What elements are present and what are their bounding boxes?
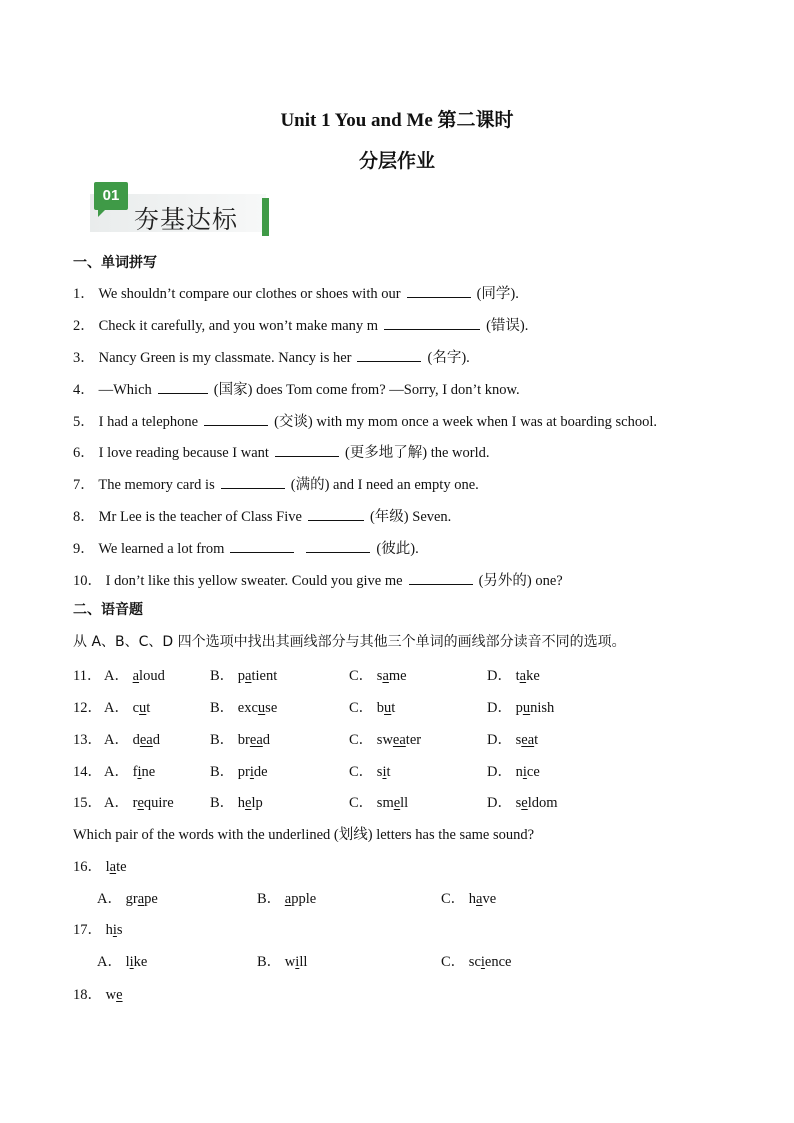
option-word: punish (515, 700, 555, 716)
answer-blank (204, 413, 268, 426)
question-tail: (满的) and I need an empty one. (290, 477, 479, 493)
question-tail: (年级) Seven. (369, 509, 452, 525)
question-tail: (彼此). (376, 541, 419, 557)
question-text: Mr Lee is the teacher of Class Five (95, 509, 302, 525)
option-word: will (284, 954, 308, 970)
badge-bar (262, 198, 269, 236)
question-text: Nancy Green is my classmate. Nancy is her (95, 350, 352, 366)
question-number: 12． (73, 700, 102, 716)
option-word: like (125, 954, 148, 970)
badge-label: 夯基达标 (134, 205, 239, 234)
option-letter: B． (210, 700, 238, 716)
question-number: 10． (73, 573, 102, 589)
option-letter: A． (104, 700, 133, 716)
option-word: nice (515, 764, 540, 780)
option-letter: D． (487, 764, 516, 780)
question-item (73, 569, 563, 590)
question-number: 13． (73, 732, 102, 748)
question-word: we (105, 987, 123, 1003)
question-tail: (另外的) one? (478, 573, 563, 589)
page-subtitle: 分层作业 (358, 151, 435, 172)
option-item (349, 664, 407, 685)
option-word: sit (376, 764, 391, 780)
option-letter: B． (210, 732, 238, 748)
option-word: dead (132, 732, 160, 748)
question-text: The memory card is (95, 477, 215, 493)
question-item (73, 855, 127, 876)
question-number: 1． (73, 286, 95, 302)
question-item (73, 378, 520, 399)
option-word: smell (376, 795, 409, 811)
option-letter: C． (349, 764, 377, 780)
option-letter: D． (487, 700, 516, 716)
option-word: cut (132, 700, 151, 716)
option-item (487, 760, 540, 781)
answer-blank (308, 508, 364, 521)
option-item (487, 791, 558, 812)
option-item (257, 950, 307, 971)
answer-blank (275, 444, 339, 457)
option-letter: C． (441, 891, 469, 907)
section-badge (86, 182, 272, 238)
option-item (97, 887, 158, 908)
question-word: late (105, 859, 127, 875)
option-word: grape (125, 891, 158, 907)
option-letter: D． (487, 732, 516, 748)
option-word: patient (237, 668, 278, 684)
question-item (73, 346, 470, 367)
question-item (73, 505, 451, 526)
option-word: pride (237, 764, 268, 780)
option-item (210, 664, 277, 685)
option-item (104, 760, 155, 781)
section-heading-phonics: 二、语音题 (73, 602, 143, 618)
option-word: seldom (515, 795, 558, 811)
question-item (73, 983, 123, 1004)
option-item (441, 887, 496, 908)
option-word: help (237, 795, 263, 811)
question-text: We shouldn’t compare our clothes or shoes with our (95, 286, 401, 302)
option-letter: B． (210, 764, 238, 780)
question-text: Check it carefully, and you won’t make many m (95, 318, 379, 334)
option-word: apple (284, 891, 317, 907)
question-text: I had a telephone (95, 414, 199, 430)
question-number: 5． (73, 414, 95, 430)
option-letter: A． (97, 954, 126, 970)
option-letter: B． (210, 795, 238, 811)
question-text: I don’t like this yellow sweater. Could you give me (102, 573, 403, 589)
option-letter: B． (257, 954, 285, 970)
option-word: seat (515, 732, 539, 748)
option-item (441, 950, 511, 971)
question-number: 9． (73, 541, 95, 557)
option-letter: A． (104, 764, 133, 780)
option-item (487, 696, 554, 717)
option-item (349, 791, 408, 812)
option-letter: C． (441, 954, 469, 970)
pair-instruction: Which pair of the words with the underlined (划线) letters has the same sound? (73, 827, 535, 843)
question-text: We learned a lot from (95, 541, 225, 557)
option-word: take (515, 668, 540, 684)
question-number: 17． (73, 922, 106, 938)
option-letter: A． (104, 668, 133, 684)
badge-number: 01 (94, 182, 128, 210)
question-number: 4． (73, 382, 95, 398)
option-word: aloud (132, 668, 165, 684)
option-word: excuse (237, 700, 278, 716)
option-word: have (468, 891, 497, 907)
section-heading-spelling: 一、单词拼写 (73, 255, 157, 271)
question-tail: (更多地了解) the world. (344, 445, 490, 461)
option-item (210, 728, 270, 749)
question-item (73, 441, 490, 462)
question-number: 6． (73, 445, 95, 461)
option-item (487, 664, 540, 685)
page-title: Unit 1 You and Me 第二课时 (280, 110, 514, 131)
question-number: 11． (73, 668, 102, 684)
question-item (73, 282, 519, 303)
option-letter: C． (349, 795, 377, 811)
option-letter: D． (487, 795, 516, 811)
question-tail: (国家) does Tom come from? —Sorry, I don’t know. (213, 382, 520, 398)
option-letter: D． (487, 668, 516, 684)
answer-blank (221, 476, 285, 489)
option-item (349, 728, 421, 749)
option-item (257, 887, 316, 908)
option-letter: B． (257, 891, 285, 907)
question-tail: (错误). (486, 318, 529, 334)
question-word: his (105, 922, 123, 938)
answer-blank (407, 285, 471, 298)
question-number: 15． (73, 795, 102, 811)
question-tail: (同学). (476, 286, 519, 302)
option-letter: C． (349, 700, 377, 716)
question-text: I love reading because I want (95, 445, 269, 461)
question-item (73, 314, 528, 335)
question-number: 3． (73, 350, 95, 366)
question-item (73, 537, 419, 558)
answer-blank (230, 540, 294, 553)
option-letter: B． (210, 668, 238, 684)
option-letter: C． (349, 732, 377, 748)
question-number: 14． (73, 764, 102, 780)
option-word: science (468, 954, 512, 970)
option-item (210, 791, 263, 812)
answer-blank (409, 572, 473, 585)
option-item (349, 696, 395, 717)
question-number: 18． (73, 987, 106, 1003)
option-word: sweater (376, 732, 422, 748)
option-word: require (132, 795, 174, 811)
answer-blank (306, 540, 370, 553)
question-item (73, 473, 479, 494)
question-number: 2． (73, 318, 95, 334)
question-item (73, 918, 123, 939)
question-text: —Which (95, 382, 152, 398)
option-item (487, 728, 538, 749)
option-letter: A． (104, 732, 133, 748)
option-item (104, 664, 165, 685)
question-tail: (交谈) with my mom once a week when I was at boarding school. (274, 414, 658, 430)
option-item (104, 728, 160, 749)
answer-blank (384, 317, 480, 330)
option-item (97, 950, 147, 971)
option-word: fine (132, 764, 156, 780)
option-item (349, 760, 391, 781)
option-letter: A． (97, 891, 126, 907)
option-word: same (376, 668, 407, 684)
question-number: 8． (73, 509, 95, 525)
option-item (210, 760, 268, 781)
option-letter: C． (349, 668, 377, 684)
option-item (104, 696, 150, 717)
option-item (104, 791, 174, 812)
question-tail: (名字). (427, 350, 470, 366)
option-letter: A． (104, 795, 133, 811)
question-number: 16． (73, 859, 106, 875)
option-item (210, 696, 277, 717)
question-number: 7． (73, 477, 95, 493)
answer-blank (158, 381, 208, 394)
question-item (73, 410, 657, 431)
answer-blank (357, 349, 421, 362)
option-word: bread (237, 732, 271, 748)
option-word: but (376, 700, 396, 716)
phonics-instruction: 从 A、B、C、D 四个选项中找出其画线部分与其他三个单词的画线部分读音不同的选项。 (73, 634, 626, 650)
